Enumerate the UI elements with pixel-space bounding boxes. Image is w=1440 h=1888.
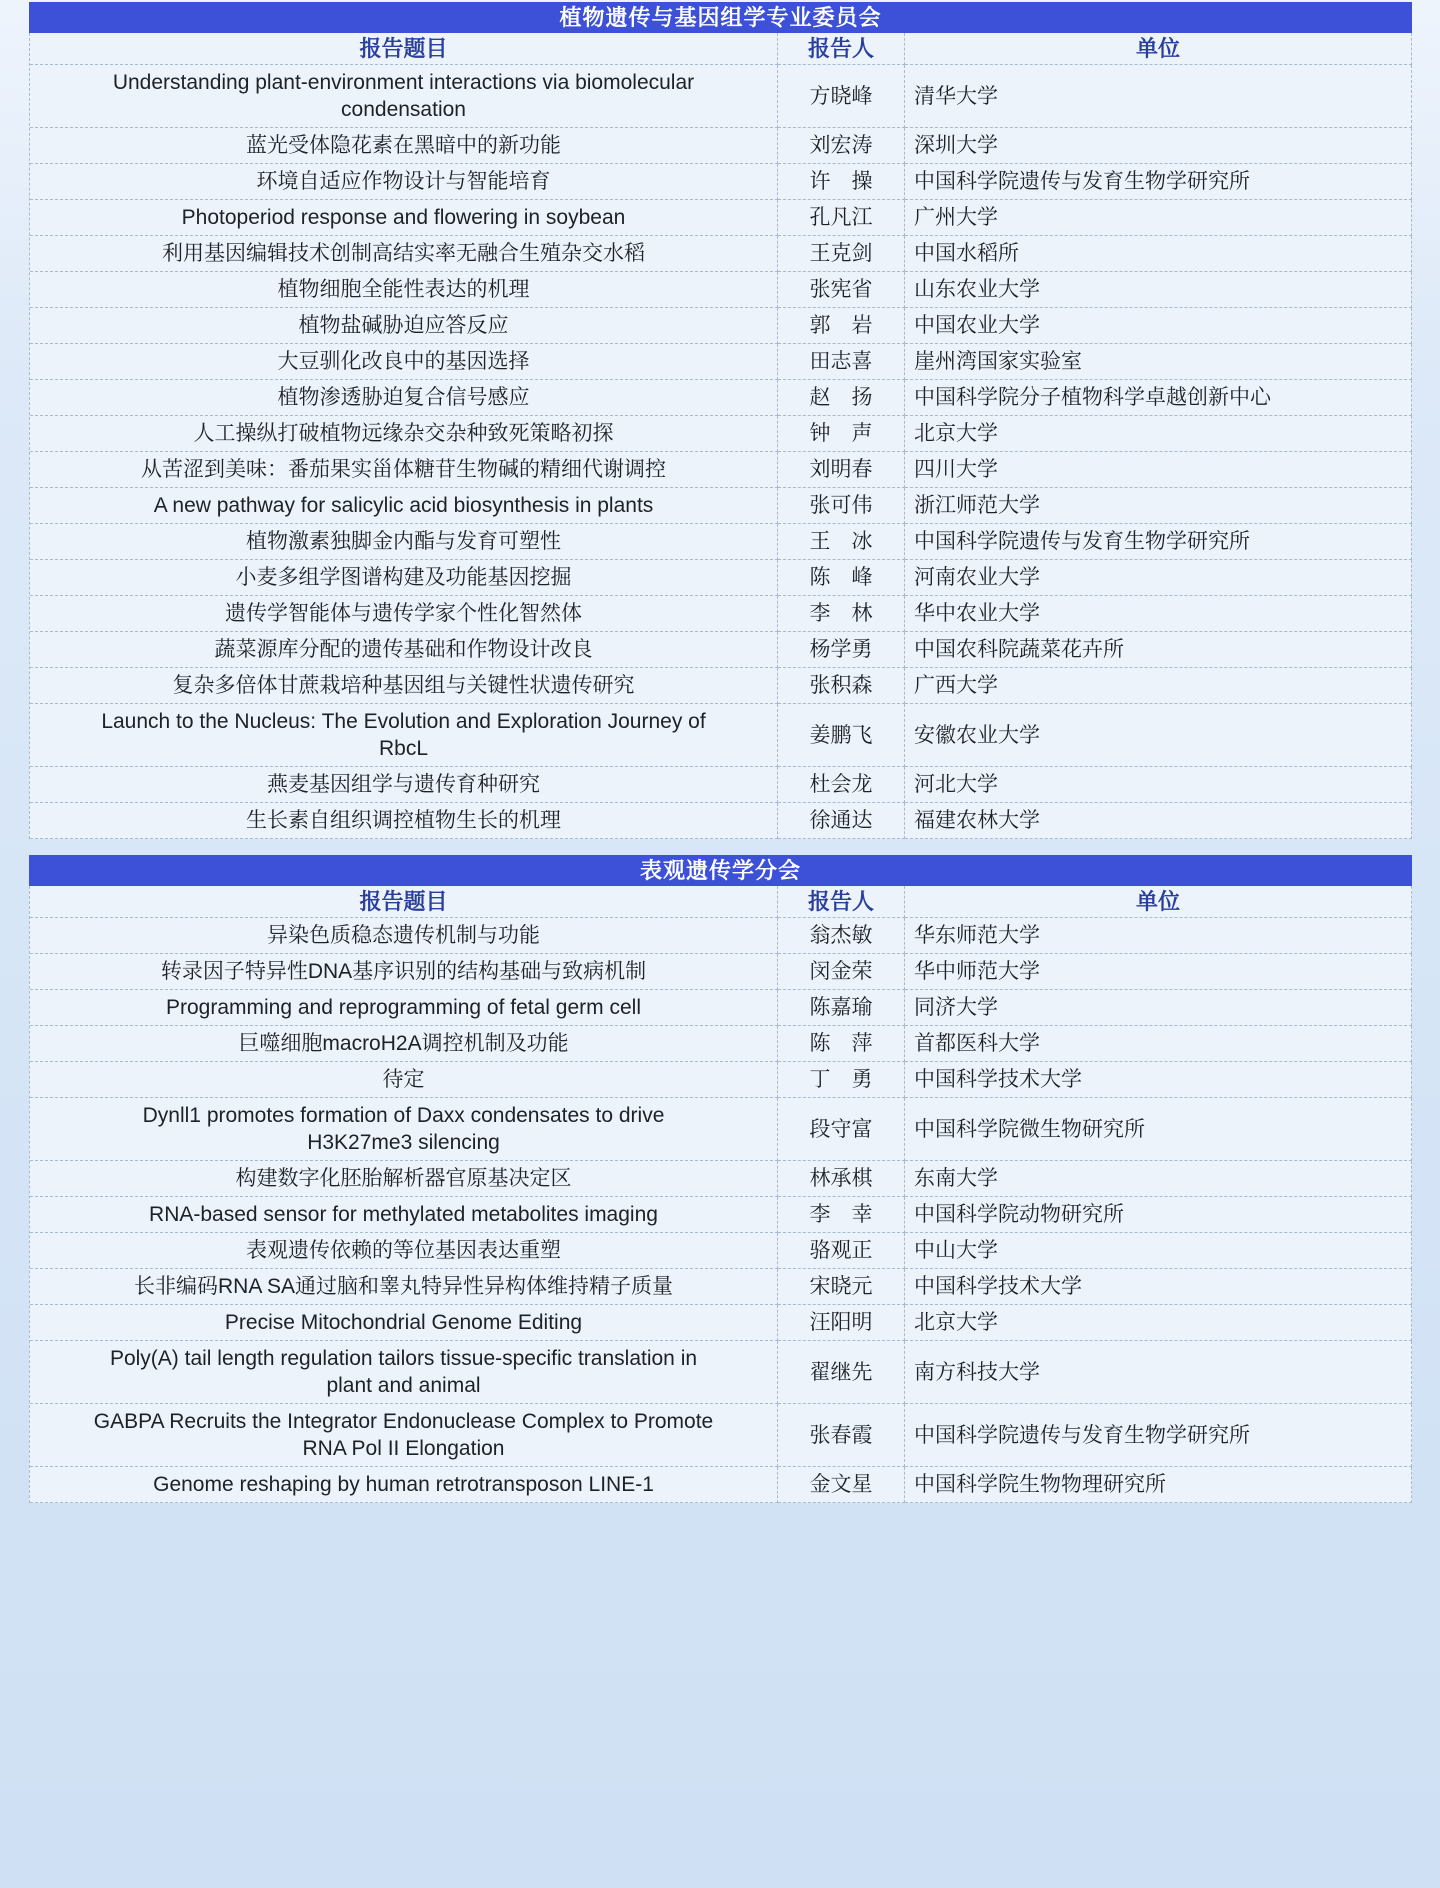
table-row	[30, 632, 1412, 668]
organization-cell: 福建农林大学	[905, 803, 1412, 839]
report-title-cell: 生长素自组织调控植物生长的机理	[30, 803, 778, 839]
program-table	[29, 886, 1412, 1503]
table-row	[30, 704, 1412, 767]
table-row	[30, 1197, 1412, 1233]
speaker-cell: 李 幸	[778, 1197, 905, 1233]
report-title-cell: 构建数字化胚胎解析器官原基决定区	[30, 1161, 778, 1197]
section-title-banner: 植物遗传与基因组学专业委员会	[29, 2, 1412, 33]
organization-cell: 华中农业大学	[905, 596, 1412, 632]
table-row	[30, 164, 1412, 200]
report-title-cell: Precise Mitochondrial Genome Editing	[30, 1305, 778, 1341]
speaker-cell: 刘明春	[778, 452, 905, 488]
organization-cell: 首都医科大学	[905, 1026, 1412, 1062]
section-divider-gap	[0, 839, 1440, 855]
speaker-cell: 李 林	[778, 596, 905, 632]
table-body	[30, 65, 1412, 839]
speaker-cell: 汪阳明	[778, 1305, 905, 1341]
column-header-speaker: 报告人	[778, 33, 905, 65]
report-title-cell: 利用基因编辑技术创制高结实率无融合生殖杂交水稻	[30, 236, 778, 272]
report-title-cell: Poly(A) tail length regulation tailors tissue-specific translation in plant and animal	[30, 1341, 778, 1404]
report-title-cell: Dynll1 promotes formation of Daxx condensates to drive H3K27me3 silencing	[30, 1098, 778, 1161]
table-row	[30, 452, 1412, 488]
table-row	[30, 1341, 1412, 1404]
table-row	[30, 65, 1412, 128]
table-row	[30, 1467, 1412, 1503]
report-title-cell: 复杂多倍体甘蔗栽培种基因组与关键性状遗传研究	[30, 668, 778, 704]
report-title-cell: 植物激素独脚金内酯与发育可塑性	[30, 524, 778, 560]
table-row	[30, 1305, 1412, 1341]
report-title-cell: A new pathway for salicylic acid biosynthesis in plants	[30, 488, 778, 524]
table-row	[30, 488, 1412, 524]
speaker-cell: 张可伟	[778, 488, 905, 524]
table-row	[30, 1062, 1412, 1098]
section-plant-genetics	[29, 2, 1412, 839]
report-title-cell: 长非编码RNA SA通过脑和睾丸特异性异构体维持精子质量	[30, 1269, 778, 1305]
report-title-cell: 转录因子特异性DNA基序识别的结构基础与致病机制	[30, 954, 778, 990]
speaker-cell: 王克剑	[778, 236, 905, 272]
report-title-cell: 蔬菜源库分配的遗传基础和作物设计改良	[30, 632, 778, 668]
organization-cell: 南方科技大学	[905, 1341, 1412, 1404]
report-title-cell: 植物细胞全能性表达的机理	[30, 272, 778, 308]
organization-cell: 清华大学	[905, 65, 1412, 128]
speaker-cell: 翟继先	[778, 1341, 905, 1404]
organization-cell: 中国科学技术大学	[905, 1062, 1412, 1098]
speaker-cell: 陈 萍	[778, 1026, 905, 1062]
organization-cell: 中国水稻所	[905, 236, 1412, 272]
organization-cell: 中国科学院分子植物科学卓越创新中心	[905, 380, 1412, 416]
speaker-cell: 姜鹏飞	[778, 704, 905, 767]
organization-cell: 中国农科院蔬菜花卉所	[905, 632, 1412, 668]
speaker-cell: 陈 峰	[778, 560, 905, 596]
report-title-cell: RNA-based sensor for methylated metabolites imaging	[30, 1197, 778, 1233]
organization-cell: 中国科学院遗传与发育生物学研究所	[905, 524, 1412, 560]
speaker-cell: 徐通达	[778, 803, 905, 839]
speaker-cell: 钟 声	[778, 416, 905, 452]
table-row	[30, 1404, 1412, 1467]
speaker-cell: 王 冰	[778, 524, 905, 560]
table-row	[30, 524, 1412, 560]
table-row	[30, 200, 1412, 236]
organization-cell: 崖州湾国家实验室	[905, 344, 1412, 380]
table-header-row	[30, 33, 1412, 65]
report-title-cell: Photoperiod response and flowering in soybean	[30, 200, 778, 236]
report-title-cell: 表观遗传依赖的等位基因表达重塑	[30, 1233, 778, 1269]
speaker-cell: 许 操	[778, 164, 905, 200]
speaker-cell: 张宪省	[778, 272, 905, 308]
report-title-cell: Programming and reprogramming of fetal germ cell	[30, 990, 778, 1026]
speaker-cell: 赵 扬	[778, 380, 905, 416]
organization-cell: 中国科学院微生物研究所	[905, 1098, 1412, 1161]
report-title-cell: 燕麦基因组学与遗传育种研究	[30, 767, 778, 803]
speaker-cell: 宋晓元	[778, 1269, 905, 1305]
organization-cell: 广州大学	[905, 200, 1412, 236]
column-header-report-title: 报告题目	[30, 886, 778, 918]
report-title-cell: GABPA Recruits the Integrator Endonuclease Complex to Promote RNA Pol II Elongation	[30, 1404, 778, 1467]
column-header-speaker: 报告人	[778, 886, 905, 918]
organization-cell: 东南大学	[905, 1161, 1412, 1197]
organization-cell: 华东师范大学	[905, 918, 1412, 954]
table-row	[30, 308, 1412, 344]
report-title-cell: 遗传学智能体与遗传学家个性化智然体	[30, 596, 778, 632]
organization-cell: 中国科学院遗传与发育生物学研究所	[905, 1404, 1412, 1467]
speaker-cell: 方晓峰	[778, 65, 905, 128]
speaker-cell: 刘宏涛	[778, 128, 905, 164]
report-title-cell: 从苦涩到美味：番茄果实甾体糖苷生物碱的精细代谢调控	[30, 452, 778, 488]
table-body	[30, 918, 1412, 1503]
table-row	[30, 380, 1412, 416]
speaker-cell: 翁杰敏	[778, 918, 905, 954]
table-row	[30, 1233, 1412, 1269]
organization-cell: 中国农业大学	[905, 308, 1412, 344]
report-title-cell: 异染色质稳态遗传机制与功能	[30, 918, 778, 954]
organization-cell: 山东农业大学	[905, 272, 1412, 308]
report-title-cell: Genome reshaping by human retrotransposon LINE-1	[30, 1467, 778, 1503]
table-header-row	[30, 886, 1412, 918]
column-header-organization: 单位	[905, 886, 1412, 918]
speaker-cell: 田志喜	[778, 344, 905, 380]
organization-cell: 同济大学	[905, 990, 1412, 1026]
report-title-cell: 巨噬细胞macroH2A调控机制及功能	[30, 1026, 778, 1062]
speaker-cell: 骆观正	[778, 1233, 905, 1269]
organization-cell: 河南农业大学	[905, 560, 1412, 596]
table-row	[30, 1269, 1412, 1305]
table-row	[30, 1161, 1412, 1197]
report-title-cell: 大豆驯化改良中的基因选择	[30, 344, 778, 380]
table-row	[30, 668, 1412, 704]
organization-cell: 北京大学	[905, 416, 1412, 452]
table-row	[30, 918, 1412, 954]
organization-cell: 中国科学技术大学	[905, 1269, 1412, 1305]
speaker-cell: 张积森	[778, 668, 905, 704]
report-title-cell: 植物渗透胁迫复合信号感应	[30, 380, 778, 416]
report-title-cell: 蓝光受体隐花素在黑暗中的新功能	[30, 128, 778, 164]
table-row	[30, 344, 1412, 380]
table-row	[30, 272, 1412, 308]
organization-cell: 深圳大学	[905, 128, 1412, 164]
organization-cell: 华中师范大学	[905, 954, 1412, 990]
report-title-cell: 植物盐碱胁迫应答反应	[30, 308, 778, 344]
speaker-cell: 张春霞	[778, 1404, 905, 1467]
organization-cell: 中国科学院生物物理研究所	[905, 1467, 1412, 1503]
speaker-cell: 郭 岩	[778, 308, 905, 344]
report-title-cell: Launch to the Nucleus: The Evolution and Exploration Journey of RbcL	[30, 704, 778, 767]
table-row	[30, 803, 1412, 839]
table-row	[30, 416, 1412, 452]
report-title-cell: Understanding plant-environment interactions via biomolecular condensation	[30, 65, 778, 128]
organization-cell: 中国科学院动物研究所	[905, 1197, 1412, 1233]
column-header-organization: 单位	[905, 33, 1412, 65]
report-title-cell: 环境自适应作物设计与智能培育	[30, 164, 778, 200]
organization-cell: 中国科学院遗传与发育生物学研究所	[905, 164, 1412, 200]
table-row	[30, 560, 1412, 596]
speaker-cell: 林承棋	[778, 1161, 905, 1197]
organization-cell: 广西大学	[905, 668, 1412, 704]
report-title-cell: 小麦多组学图谱构建及功能基因挖掘	[30, 560, 778, 596]
speaker-cell: 金文星	[778, 1467, 905, 1503]
speaker-cell: 杨学勇	[778, 632, 905, 668]
column-header-report-title: 报告题目	[30, 33, 778, 65]
table-row	[30, 128, 1412, 164]
section-title-banner: 表观遗传学分会	[29, 855, 1412, 886]
speaker-cell: 丁 勇	[778, 1062, 905, 1098]
organization-cell: 中山大学	[905, 1233, 1412, 1269]
organization-cell: 浙江师范大学	[905, 488, 1412, 524]
speaker-cell: 段守富	[778, 1098, 905, 1161]
section-epigenetics	[29, 855, 1412, 1503]
table-row	[30, 990, 1412, 1026]
speaker-cell: 陈嘉瑜	[778, 990, 905, 1026]
table-row	[30, 596, 1412, 632]
speaker-cell: 杜会龙	[778, 767, 905, 803]
organization-cell: 河北大学	[905, 767, 1412, 803]
organization-cell: 北京大学	[905, 1305, 1412, 1341]
organization-cell: 四川大学	[905, 452, 1412, 488]
table-row	[30, 767, 1412, 803]
table-row	[30, 1098, 1412, 1161]
organization-cell: 安徽农业大学	[905, 704, 1412, 767]
table-row	[30, 1026, 1412, 1062]
program-table	[29, 33, 1412, 839]
table-row	[30, 954, 1412, 990]
speaker-cell: 孔凡江	[778, 200, 905, 236]
report-title-cell: 待定	[30, 1062, 778, 1098]
speaker-cell: 闵金荣	[778, 954, 905, 990]
table-row	[30, 236, 1412, 272]
report-title-cell: 人工操纵打破植物远缘杂交杂种致死策略初探	[30, 416, 778, 452]
